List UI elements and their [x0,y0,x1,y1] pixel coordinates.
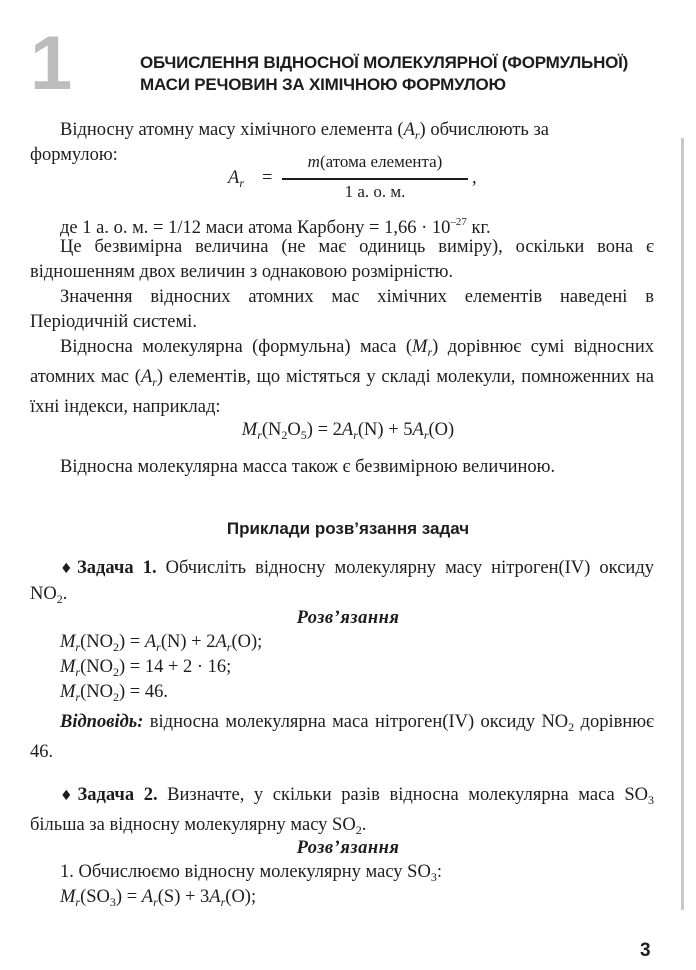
intro-line-2: формулою: [30,145,118,165]
atomic-mass-formula: $A_r$ = m(атома елемента) 1 а. о. м. , [228,152,477,201]
task1-answer: Відповідь: відносна молекулярна маса нітроген(IV) оксиду $NO_2$ дорівнює 46. [30,712,654,762]
fraction-bar [282,178,468,180]
task1-solution-line-3: $M_r(NO_2) = 46$. [60,682,168,704]
task1-solution-line-2: $M_r(NO_2) = 14 + 2 \cdot 16$; [60,657,232,679]
task2-solution-heading: Розв’язання [296,838,400,858]
task2-statement: ♦Задача 2. Визначте, у скільки разів відносна молекулярна маса $SO_3$ більша за відносну молекулярну масу $SO_2$. [30,785,654,837]
periodic-table-paragraph: Значення відносних атомних мас хімічних елементів наведені в Періодичній системі. [30,287,654,332]
section-heading: Приклади розв’язання задач [226,519,470,538]
task1-solution-heading: Розв’язання [296,608,400,628]
dimensionless-molecular-paragraph: Відносна молекулярна масса також є безвимірною величиною. [60,457,556,477]
task2-solution-line-1: $M_r(SO_3) = A_r(S) + 3A_r(O)$; [60,887,257,909]
chapter-title-line1: ОБЧИСЛЕННЯ ВІДНОСНОЇ МОЛЕКУЛЯРНОЇ (ФОРМУЛЬНОЇ) [140,53,629,72]
dimensionless-paragraph: Це безвимірна величина (не має одиниць виміру), оскільки вона є відношенням двох величин з однаковою розмірністю. [30,237,654,282]
task2-step1: 1. Обчислюємо відносну молекулярну масу $SO_3$: [60,862,442,884]
molecular-mass-paragraph: Відносна молекулярна (формульна) маса $(M_r)$ дорівнює сумі відносних атомних мас $(A_r)$ елементів, що містяться у складі молекули, помноженних на їхні індекси, наприклад: [30,337,654,417]
task1-solution-line-1: $M_r(NO_2) = A_r(N) + 2A_r(O)$; [60,632,263,654]
chapter-title-line2: МАСИ РЕЧОВИН ЗА ХІМІЧНОЮ ФОРМУЛОЮ [140,75,506,94]
amu-definition: де 1 а. о. м. = 1/12 маси атома Карбону = $1,66 \cdot 10^{-27}$ кг. [60,216,491,238]
chapter-title [140,52,660,96]
diamond-bullet-icon: ♦ [60,788,78,804]
diamond-bullet-icon: ♦ [60,561,78,577]
intro-line-1: Відносну атомну масу хімічного елемента $(A_r)$ обчислюють за [60,120,550,142]
example-formula: $M_r(N_2O_5) = 2A_r(N) + 5A_r(O)$ [241,420,455,442]
chapter-number: 1 [30,21,73,106]
page-number: 3 [640,940,651,961]
task1-statement: ♦Задача 1. Обчисліть відносну молекулярну масу нітроген(IV) оксиду $NO_2$. [30,558,654,606]
